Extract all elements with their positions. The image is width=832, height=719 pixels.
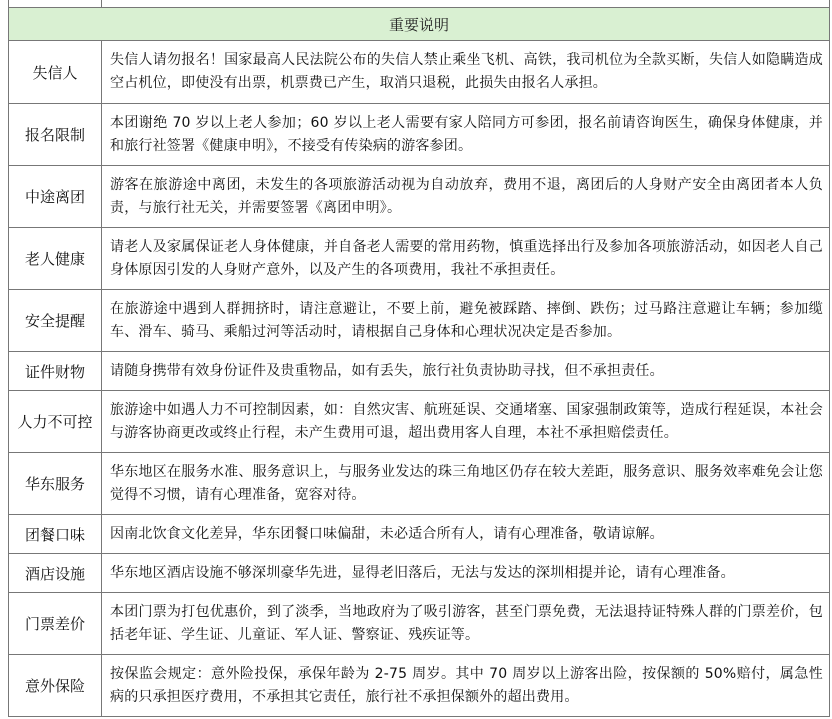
table-title: 重要说明 bbox=[9, 8, 830, 41]
table-row bbox=[9, 391, 830, 453]
table-row bbox=[9, 41, 830, 104]
row-label: 中途离团 bbox=[9, 166, 102, 228]
table-row bbox=[9, 104, 830, 166]
row-label: 酒店设施 bbox=[9, 554, 102, 593]
table-row bbox=[9, 655, 830, 717]
row-text: 在旅游途中遇到人群拥挤时，请注意避让，不要上前，避免被踩踏、摔倒、跌伤；过马路注意避让车辆；参加缆车、滑车、骑马、乘船过河等活动时，请根据自己身体和心理状况决定是否参加。 bbox=[102, 290, 830, 352]
row-text: 按保监会规定：意外险投保，承保年龄为 2-75 周岁。其中 70 周岁以上游客出险，按保额的 50%赔付，属急性病的只承担医疗费用，不承担其它责任，旅行社不承担保额外的超出费用。 bbox=[102, 655, 830, 717]
row-label: 失信人 bbox=[9, 41, 102, 104]
table-row bbox=[9, 352, 830, 391]
row-text: 华东地区在服务水准、服务意识上，与服务业发达的珠三角地区仍存在较大差距，服务意识、服务效率难免会让您觉得不习惯，请有心理准备，宽容对待。 bbox=[102, 453, 830, 515]
row-text: 旅游途中如遇人力不可控制因素，如：自然灾害、航班延误、交通堵塞、国家强制政策等，造成行程延误，本社会与游客协商更改或终止行程，未产生费用可退，超出费用客人自理，本社不承担赔偿责任。 bbox=[102, 391, 830, 453]
divider bbox=[829, 0, 830, 7]
row-label: 门票差价 bbox=[9, 593, 102, 655]
row-label: 团餐口味 bbox=[9, 515, 102, 554]
row-text: 请老人及家属保证老人身体健康，并自备老人需要的常用药物，慎重选择出行及参加各项旅游活动，如因老人自己身体原因引发的人身财产意外，以及产生的各项费用，我社不承担责任。 bbox=[102, 228, 830, 290]
top-border-fragment bbox=[0, 0, 832, 7]
row-label: 报名限制 bbox=[9, 104, 102, 166]
row-text: 游客在旅游途中离团，未发生的各项旅游活动视为自动放弃，费用不退，离团后的人身财产安全由离团者本人负责，与旅行社无关，并需要签署《离团申明》。 bbox=[102, 166, 830, 228]
row-text: 本团谢绝 70 岁以上老人参加；60 岁以上老人需要有家人陪同方可参团，报名前请咨询医生，确保身体健康，并和旅行社签署《健康申明》，不接受有传染病的游客参团。 bbox=[102, 104, 830, 166]
row-label: 证件财物 bbox=[9, 352, 102, 391]
table-row bbox=[9, 453, 830, 515]
row-label: 华东服务 bbox=[9, 453, 102, 515]
row-text: 本团门票为打包优惠价，到了淡季，当地政府为了吸引游客，甚至门票免费，无法退持证特殊人群的门票差价，包括老年证、学生证、儿童证、军人证、警察证、残疾证等。 bbox=[102, 593, 830, 655]
divider bbox=[101, 0, 102, 7]
row-label: 老人健康 bbox=[9, 228, 102, 290]
table-row bbox=[9, 166, 830, 228]
row-text: 请随身携带有效身份证件及贵重物品，如有丢失，旅行社负责协助寻找，但不承担责任。 bbox=[102, 352, 830, 391]
table-row bbox=[9, 593, 830, 655]
row-text: 华东地区酒店设施不够深圳豪华先进，显得老旧落后，无法与发达的深圳相提并论，请有心理准备。 bbox=[102, 554, 830, 593]
row-label: 安全提醒 bbox=[9, 290, 102, 352]
row-label: 意外保险 bbox=[9, 655, 102, 717]
divider bbox=[8, 0, 9, 7]
row-text: 失信人请勿报名！国家最高人民法院公布的失信人禁止乘坐飞机、高铁，我司机位为全款买断，失信人如隐瞒造成空占机位，即使没有出票，机票费已产生，取消只退税，此损失由报名人承担。 bbox=[102, 41, 830, 104]
table-row bbox=[9, 290, 830, 352]
row-label: 人力不可控 bbox=[9, 391, 102, 453]
row-text: 因南北饮食文化差异，华东团餐口味偏甜，未必适合所有人，请有心理准备，敬请谅解。 bbox=[102, 515, 830, 554]
important-notes-table bbox=[8, 7, 830, 717]
table-row bbox=[9, 515, 830, 554]
table-row bbox=[9, 554, 830, 593]
table-row bbox=[9, 228, 830, 290]
table-header-row bbox=[9, 8, 830, 41]
